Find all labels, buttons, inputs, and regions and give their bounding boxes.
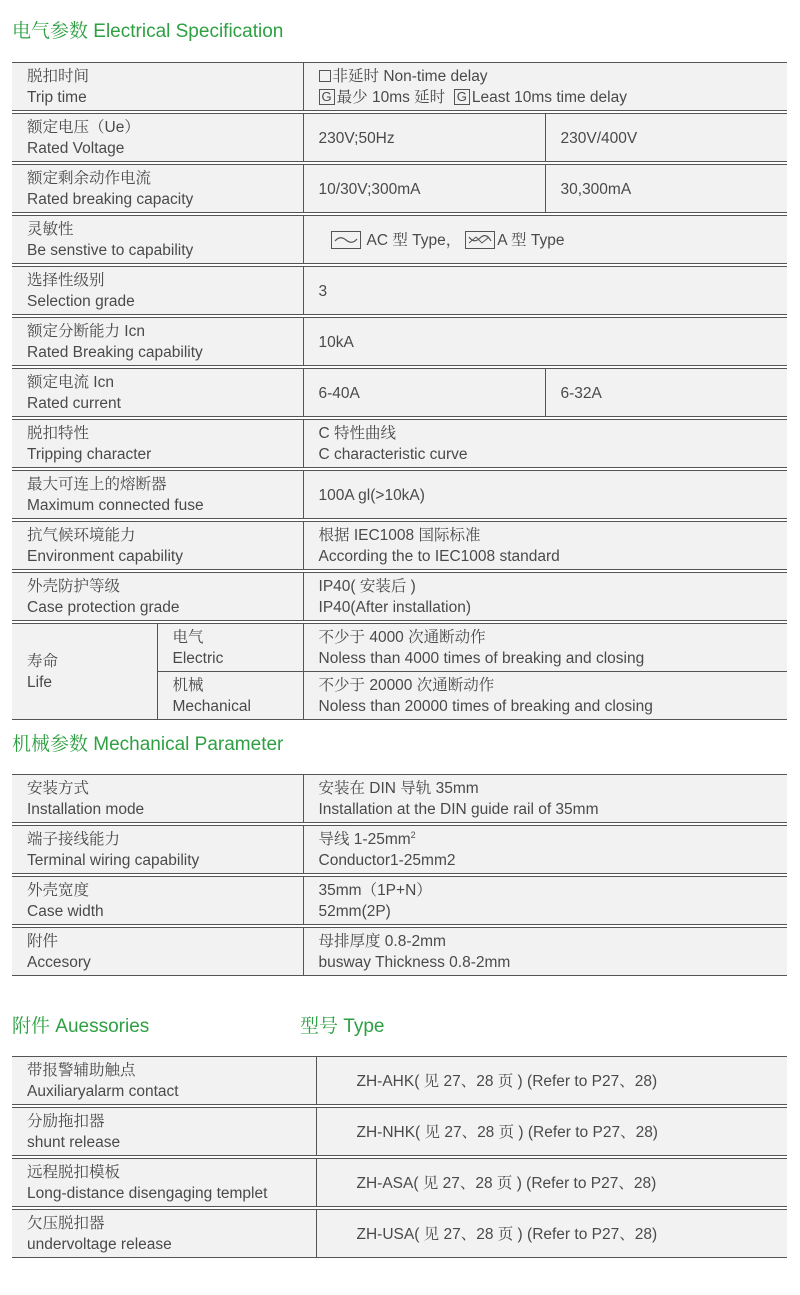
table-row (12, 928, 787, 976)
accessory-name: 欠压脱扣器 undervoltage release (12, 1210, 316, 1258)
table-row (12, 522, 787, 570)
residual-current-value-1: 10/30V;300mA (303, 165, 545, 213)
table-row (12, 114, 787, 162)
accessory-name: 远程脱扣模板 Long-distance disengaging templet (12, 1159, 316, 1207)
electrical-spec-table (12, 62, 787, 720)
row-label-fuse: 最大可连上的熔断器 Maximum connected fuse (12, 471, 303, 519)
row-label-installation: 安装方式 Installation mode (12, 775, 303, 823)
row-label-accessory: 附件 Accesory (12, 928, 303, 976)
checkbox-icon (319, 70, 331, 82)
row-label-environment: 抗气候环境能力 Environment capability (12, 522, 303, 570)
row-label-selection: 选择性级别 Selection grade (12, 267, 303, 315)
row-label-residual-current: 额定剩余动作电流 Rated breaking capacity (12, 165, 303, 213)
electrical-section-title: 电气参数 Electrical Specification (12, 21, 284, 42)
row-label-tripping: 脱扣特性 Tripping character (12, 420, 303, 468)
table-row (12, 877, 787, 925)
table-row (12, 420, 787, 468)
accessory-type: ZH-AHK( 见 27、28 页 ) (Refer to P27、28) (316, 1057, 787, 1105)
row-label-case-protection: 外壳防护等级 Case protection grade (12, 573, 303, 621)
row-value-trip-time: 非延时 Non-time delay G 最少 10ms 延时 G Least 10ms time delay (303, 63, 787, 111)
row-label-case-width: 外壳宽度 Case width (12, 877, 303, 925)
accessory-type: ZH-ASA( 见 27、28 页 ) (Refer to P27、28) (316, 1159, 787, 1207)
mechanical-section-title: 机械参数 Mechanical Parameter (12, 734, 284, 755)
table-row (12, 369, 787, 417)
ac-wave-icon (331, 231, 361, 249)
life-electric-value: 不少于 4000 次通断动作 Noless than 4000 times of breaking and closing (303, 624, 787, 672)
row-label-rated-voltage: 额定电压（Ue） Rated Voltage (12, 114, 303, 162)
row-value-accessory: 母排厚度 0.8-2mm busway Thickness 0.8-2mm (303, 928, 787, 976)
breaking-value: 10kA (303, 318, 787, 366)
accessories-section-title: 附件 Auessories (12, 1016, 150, 1037)
row-label-life: 寿命 Life (12, 624, 157, 720)
life-mechanical-value: 不少于 20000 次通断动作 Noless than 20000 times of breaking and closing (303, 672, 787, 720)
table-row (12, 573, 787, 621)
row-label-rated-current: 额定电流 Icn Rated current (12, 369, 303, 417)
row-value-tripping: C 特性曲线 C characteristic curve (303, 420, 787, 468)
row-value-installation: 安装在 DIN 导轨 35mm Installation at the DIN guide rail of 35mm (303, 775, 787, 823)
table-row (12, 1057, 787, 1105)
selection-value: 3 (303, 267, 787, 315)
type-section-title: 型号 Type (300, 1016, 385, 1037)
g-box-icon: G (319, 89, 335, 105)
table-row (12, 1108, 787, 1156)
table-row (12, 826, 787, 874)
row-label-trip-time: 脱扣时间 Trip time (12, 63, 303, 111)
accessory-type: ZH-NHK( 见 27、28 页 ) (Refer to P27、28) (316, 1108, 787, 1156)
table-row (12, 471, 787, 519)
rated-voltage-value-1: 230V;50Hz (303, 114, 545, 162)
table-row (12, 624, 787, 672)
accessory-name: 分励拖扣器 shunt release (12, 1108, 316, 1156)
table-row (12, 318, 787, 366)
table-row (12, 775, 787, 823)
table-row (12, 216, 787, 264)
table-row (12, 1159, 787, 1207)
life-electric-label: 电气 Electric (157, 624, 303, 672)
table-row (12, 63, 787, 111)
life-mechanical-label: 机械 Mechanical (157, 672, 303, 720)
row-value-case-protection: IP40( 安装后 ) IP40(After installation) (303, 573, 787, 621)
row-value-wiring: 导线 $1-25mm^2$ Conductor1-25mm2 (303, 826, 787, 874)
row-label-sensitivity: 灵敏性 Be senstive to capability (12, 216, 303, 264)
a-pulse-wave-icon (465, 231, 495, 249)
g-box-icon: G (454, 89, 470, 105)
row-label-wiring: 端子接线能力 Terminal wiring capability (12, 826, 303, 874)
table-row (12, 1210, 787, 1258)
accessory-type: ZH-USA( 见 27、28 页 ) (Refer to P27、28) (316, 1210, 787, 1258)
rated-current-value-1: 6-40A (303, 369, 545, 417)
table-row (12, 165, 787, 213)
row-label-breaking: 额定分断能力 Icn Rated Breaking capability (12, 318, 303, 366)
accessories-table (12, 1056, 787, 1258)
accessory-name: 带报警辅助触点 Auxiliaryalarm contact (12, 1057, 316, 1105)
residual-current-value-2: 30,300mA (545, 165, 787, 213)
table-row (12, 267, 787, 315)
row-value-environment: 根据 IEC1008 国际标准 According the to IEC1008 standard (303, 522, 787, 570)
row-value-case-width: 35mm（1P+N） 52mm(2P) (303, 877, 787, 925)
rated-current-value-2: 6-32A (545, 369, 787, 417)
mechanical-param-table (12, 774, 787, 976)
fuse-value: 100A gl(>10kA) (303, 471, 787, 519)
rated-voltage-value-2: 230V/400V (545, 114, 787, 162)
row-value-sensitivity: AC 型 Type， A 型 Type (303, 216, 787, 264)
